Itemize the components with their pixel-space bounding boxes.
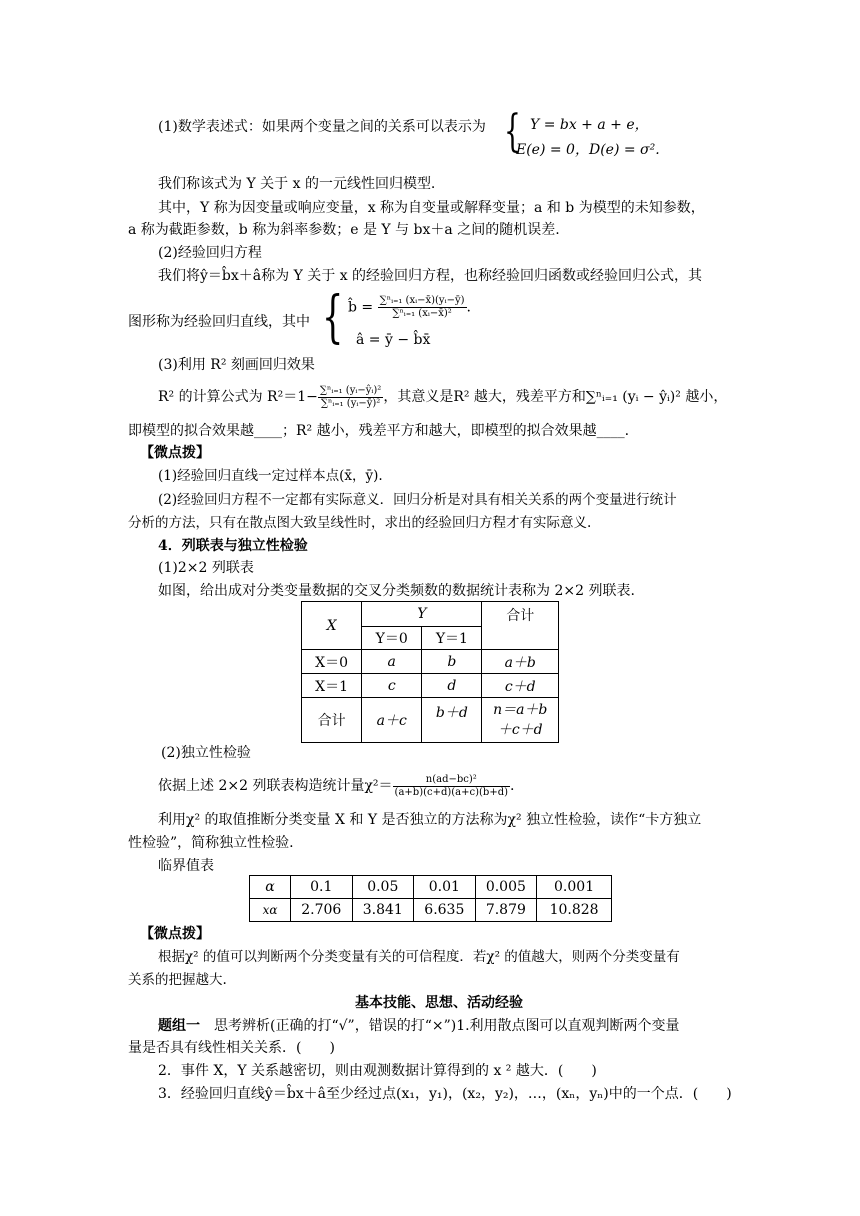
model-name-line: 我们称该式为 Y 关于 x 的一元线性回归模型. [158,176,436,192]
b-hat-lhs: b̂ = [348,299,374,316]
alpha-value: 0.01 [414,876,476,899]
cell-b: b [422,650,482,674]
independence-line-2: 性检验”，简称独立性检验. [128,835,294,851]
model-equation-2: E(e) = 0，D(e) = σ². [516,142,660,158]
row-label: X＝1 [302,674,362,698]
cell-a-plus-b: a＋b [482,650,559,674]
alpha-value: 0.001 [537,876,612,899]
tip-title-1: 【微点拨】 [140,445,210,461]
tip1-line-2: (2)经验回归方程不一定都有实际意义．回归分析是对具有相关关系的两个变量进行统计 [158,492,677,508]
contingency-table [301,601,559,743]
r2-formula-lhs: R² 的计算公式为 R²＝1− [158,389,318,405]
question-1 [158,1017,680,1035]
cell-a: a [362,650,422,674]
header-y0: Y＝0 [362,627,422,650]
critical-value: 6.635 [414,899,476,922]
table-row [302,674,559,698]
cell-n-line-2: ＋c＋d [497,722,543,738]
question-3: 3．经验回归直线ŷ＝b̂x＋â至少经过点(x₁，y₁)，(x₂，y₂)，…，(xₙ，yₙ)中的一个点．( ) [158,1086,732,1102]
brace-left-icon: { [322,285,344,350]
chi-numerator: n(ad−bc)² [393,774,510,787]
critical-value: 3.841 [352,899,414,922]
row-label: 合计 [302,698,362,743]
r2-fit-line: 即模型的拟合效果越____；R² 越小，残差平方和越大，即模型的拟合效果越____. [128,423,630,439]
tip1-line-3: 分析的方法，只有在散点图大致呈线性时，求出的经验回归方程才有实际意义. [128,515,592,531]
model-intro: (1)数学表述式：如果两个变量之间的关系可以表示为 [158,119,486,135]
a-hat-formula: â = ȳ − b̂x̄ [356,332,431,348]
header-total: 合计 [482,602,559,650]
r2-fraction [318,385,383,410]
tip1-line-1: (1)经验回归直线一定过样本点(x̄，ȳ). [158,468,383,484]
critical-value: 10.828 [537,899,612,922]
regression-def-line-1: 我们将ŷ＝b̂x＋â称为 Y 关于 x 的经验回归方程，也称经验回归函数或经验回归公式，其 [158,268,703,284]
cell-c-plus-d: c＋d [482,674,559,698]
table-row [250,876,612,899]
b-hat-numerator: ∑ⁿᵢ₌₁ (xᵢ−x̄)(yᵢ−ȳ) [379,295,465,306]
cell-n [482,698,559,743]
question-1-text: 思考辨析(正确的打“√”，错误的打“×”)1.利用散点图可以直观判断两个变量 [200,1018,680,1034]
r2-numerator: ∑ⁿᵢ₌₁ (yᵢ−ŷᵢ)² [319,384,382,396]
x-alpha-header: xα [250,899,291,922]
tip-title-2: 【微点拨】 [140,926,210,942]
cell-a-plus-c: a＋c [362,698,422,743]
contingency-subtitle: (1)2×2 列联表 [158,560,254,576]
skills-heading: 基本技能、思想、活动经验 [355,995,523,1011]
critical-table-title: 临界值表 [158,858,214,874]
brace-left-icon: { [504,106,521,157]
header-y1: Y＝1 [422,627,482,650]
critical-value: 2.706 [291,899,353,922]
question-1-cont: 量是否具有线性相关关系．( ) [128,1040,335,1056]
alpha-value: 0.1 [291,876,353,899]
chi-formula-lhs: 依据上述 2×2 列联表构造统计量χ²＝ [158,778,393,794]
alpha-value: 0.005 [475,876,537,899]
section-4-title: 4．列联表与独立性检验 [158,538,308,554]
r2-formula-line [158,384,727,410]
table-row [302,698,559,743]
question-group-label: 题组一 [158,1018,200,1034]
contingency-description: 如图，给出成对分类变量数据的交叉分类频数的数据统计表称为 2×2 列联表. [158,583,635,599]
model-def-line-1: 其中，Y 称为因变量或响应变量，x 称为自变量或解释变量；a 和 b 为模型的未知参数， [158,200,705,216]
r2-denominator: ∑ⁿᵢ₌₁ (yᵢ−ȳ)² [320,397,381,409]
regression-def-line-2: 图形称为经验回归直线，其中 [128,314,310,330]
critical-value: 7.879 [475,899,537,922]
cell-n-line-1: n＝a＋b [493,702,548,718]
tip2-line-2: 关系的把握越大. [128,972,227,988]
cell-d: d [422,674,482,698]
b-hat-fraction [378,295,467,320]
section-regression-title: (2)经验回归方程 [158,245,262,261]
table-row [250,899,612,922]
question-2: 2．事件 X，Y 关系越密切，则由观测数据计算得到的 x ² 越大．( ) [158,1063,597,1079]
alpha-value: 0.05 [352,876,414,899]
critical-value-table [249,875,612,922]
row-label: X＝0 [302,650,362,674]
section-r2-title: (3)利用 R² 刻画回归效果 [158,357,315,373]
b-hat-denominator: ∑ⁿᵢ₌₁ (xᵢ−x̄)² [392,308,452,319]
r2-meaning: ，其意义是R² 越大，残差平方和∑ⁿᵢ₌₁ (yᵢ − ŷᵢ)² 越小， [383,389,728,405]
header-y: Y [362,602,482,627]
alpha-header: α [250,876,291,899]
independence-line-1: 利用χ² 的取值推断分类变量 X 和 Y 是否独立的方法称为χ² 独立性检验，读作“卡方独立 [158,812,702,828]
model-def-line-2: a 称为截距参数，b 称为斜率参数；e 是 Y 与 bx＋a 之间的随机误差. [128,222,560,238]
cell-b-plus-d: b＋d [422,698,482,743]
cell-c: c [362,674,422,698]
independence-subtitle: (2)独立性检验 [161,745,251,761]
model-equation-1: Y = bx + a + e， [530,117,649,133]
chi-fraction [393,774,510,799]
chi-square-formula [158,773,514,799]
header-x: X [302,602,362,650]
chi-denominator: (a+b)(c+d)(a+c)(b+d) [394,786,509,798]
chi-period: . [510,778,515,794]
table-row [302,650,559,674]
b-hat-formula: b̂ = $\frac{\text{∑ⁿᵢ₌₁ (xᵢ−x̄)(yᵢ−ȳ)}}{\text{∑ⁿᵢ₌₁ (xᵢ−x̄)²}}$ . [348,295,471,319]
tip2-line-1: 根据χ² 的值可以判断两个分类变量有关的可信程度．若χ² 的值越大，则两个分类变量有 [158,949,680,965]
